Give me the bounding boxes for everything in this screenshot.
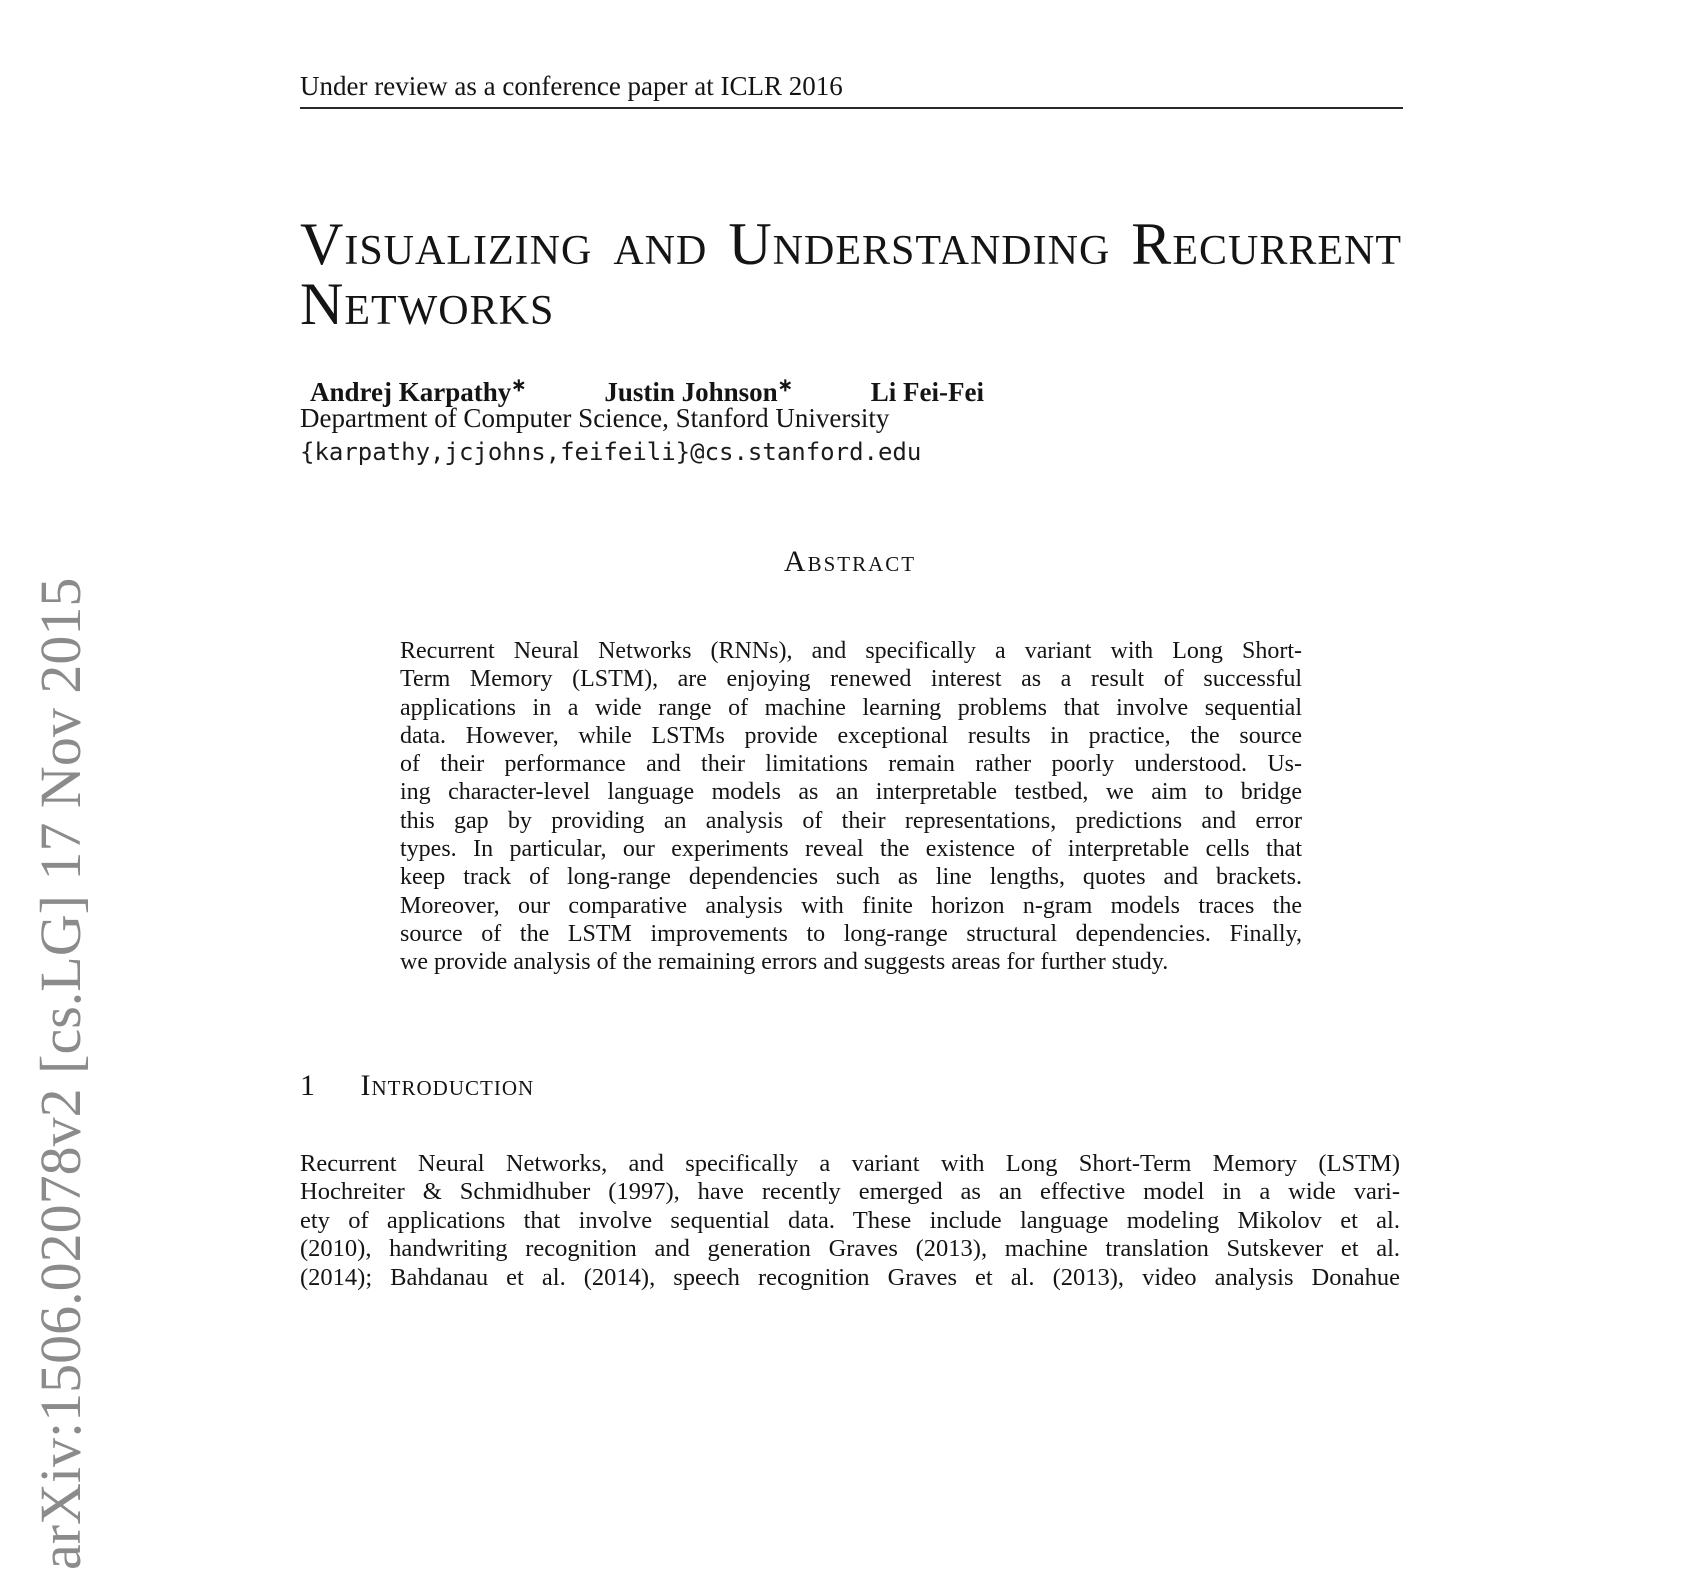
section-title: Introduction: [360, 1069, 535, 1102]
review-banner: Under review as a conference paper at ICLR 2016: [300, 71, 843, 101]
author-name-text: Li Fei-Fei: [870, 377, 985, 407]
author-footnote-mark: ∗: [777, 375, 793, 395]
abstract-line: data. However, while LSTMs provide exceptional results in practice, the source: [400, 722, 1302, 749]
intro-line: (2010), handwriting recognition and generation Graves (2013), machine translation Sutskever et al.: [300, 1235, 1400, 1263]
intro-line: Hochreiter & Schmidhuber (1997), have recently emerged as an effective model in a wide vari-: [300, 1178, 1400, 1206]
author-name-text: Justin Johnson: [604, 377, 778, 407]
author-name-text: Andrej Karpathy: [310, 377, 512, 407]
intro-paragraph: [300, 1150, 1400, 1292]
arxiv-watermark: arXiv:1506.02078v2 [cs.LG] 17 Nov 2015: [28, 577, 93, 1570]
title-word: and: [613, 211, 708, 277]
paper-title-line-1: [300, 211, 1402, 277]
paper-title-line-2: Networks: [300, 271, 555, 337]
abstract-line: keep track of long-range dependencies such as line lengths, quotes and brackets.: [400, 864, 1302, 891]
intro-line: ety of applications that involve sequential data. These include language modeling Mikolov et al.: [300, 1206, 1400, 1234]
title-word: Recurrent: [1131, 211, 1402, 277]
abstract-line: source of the LSTM improvements to long-range structural dependencies. Finally,: [400, 920, 1302, 947]
abstract-line: Term Memory (LSTM), are enjoying renewed interest as a result of successful: [400, 666, 1302, 693]
abstract-line: Recurrent Neural Networks (RNNs), and specifically a variant with Long Short-: [400, 638, 1302, 664]
abstract-line: types. In particular, our experiments reveal the existence of interpretable cells that: [400, 836, 1302, 863]
abstract-line: applications in a wide range of machine learning problems that involve sequential: [400, 694, 1302, 721]
abstract-line: we provide analysis of the remaining errors and suggests areas for further study.: [400, 949, 1169, 976]
author-footnote-mark: ∗: [511, 375, 527, 395]
header-rule: [300, 107, 1403, 109]
abstract-line: this gap by providing an analysis of their representations, predictions and error: [400, 807, 1302, 834]
author-emails: {karpathy,jcjohns,feifeili}@cs.stanford.edu: [300, 438, 922, 466]
abstract-line: ing character-level language models as an interpretable testbed, we aim to bridge: [400, 779, 1302, 806]
abstract-text: [400, 637, 1302, 977]
section-heading: [300, 1068, 1400, 1104]
abstract-heading: Abstract: [783, 545, 917, 578]
intro-line: (2014); Bahdanau et al. (2014), speech recognition Graves et al. (2013), video analysis Donahue: [300, 1263, 1400, 1291]
section-number: 1: [300, 1069, 315, 1102]
abstract-line: Moreover, our comparative analysis with finite horizon n-gram models traces the: [400, 892, 1302, 919]
abstract-line: of their performance and their limitations remain rather poorly understood. Us-: [400, 751, 1302, 778]
title-word: Visualizing: [300, 211, 593, 277]
intro-line: Recurrent Neural Networks, and specifically a variant with Long Short-Term Memory (LSTM): [300, 1150, 1400, 1177]
title-word: Understanding: [728, 211, 1111, 277]
author-affiliation: Department of Computer Science, Stanford University: [300, 403, 890, 433]
